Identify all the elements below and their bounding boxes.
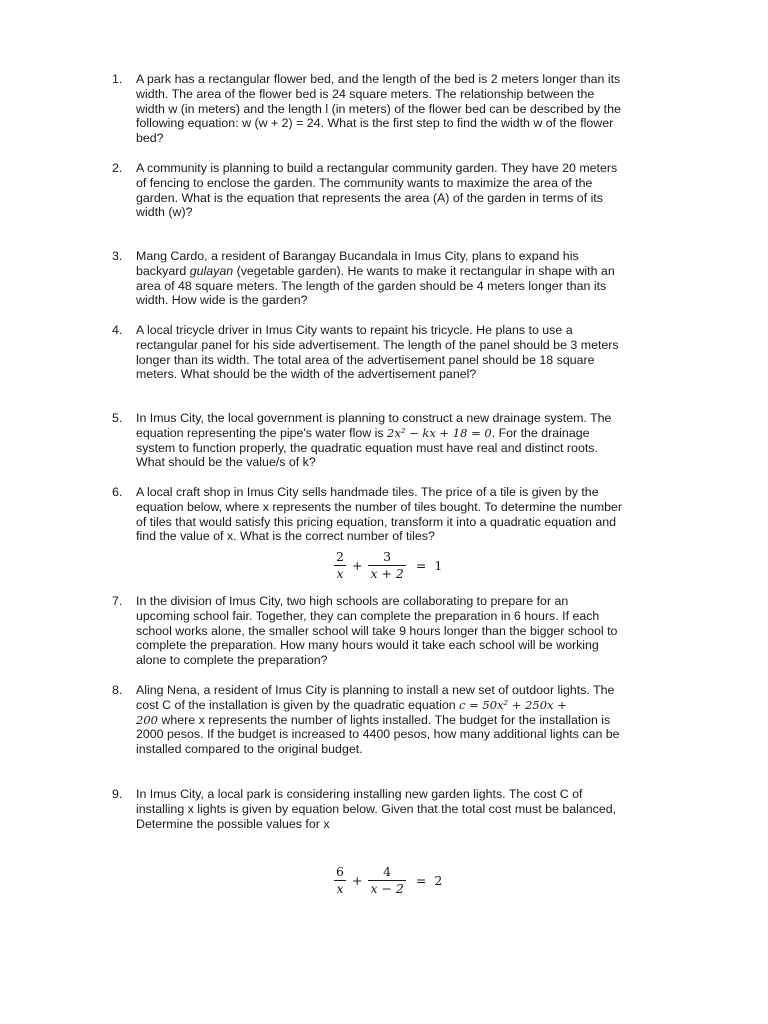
text-line: installed compared to the original budget. <box>136 742 363 757</box>
denominator: x + 2 <box>370 566 404 581</box>
text-line: A community is planning to build a rectangular community garden. They have 20 meters <box>136 161 618 175</box>
text-line: In Imus City, a local park is considering installing new garden lights. The cost C of <box>136 787 583 801</box>
numerator: 6 <box>336 864 344 879</box>
denominator: x <box>336 881 344 896</box>
problem-number: 2. <box>112 161 123 175</box>
text-line: area of 48 square meters. The length of the garden should be 4 meters longer than its <box>136 278 607 293</box>
text-line: What should be the value/s of k? <box>136 455 316 470</box>
text-line: In Imus City, the local government is planning to construct a new drainage system. The <box>136 411 612 425</box>
problem-number: 4. <box>112 323 123 337</box>
problem-number: 3. <box>112 249 123 263</box>
text-line: alone to complete the preparation? <box>136 653 328 668</box>
text-line: A local tricycle driver in Imus City wants to repaint his tricycle. He plans to use a <box>136 323 573 337</box>
text-line: Mang Cardo, a resident of Barangay Bucandala in Imus City, plans to expand his <box>136 249 579 263</box>
equation-problem-9 <box>332 865 446 896</box>
problem-text <box>136 161 692 220</box>
text-line: width. The area of the flower bed is 24 square meters. The relationship between the <box>136 86 595 101</box>
problem-number: 7. <box>112 594 123 608</box>
problem-text <box>136 485 692 544</box>
text-fragment: . For the drainage <box>491 425 590 440</box>
text-line <box>136 264 692 279</box>
fraction <box>334 550 346 581</box>
fraction <box>334 865 346 896</box>
problem-text <box>136 249 692 308</box>
text-line: 2000 pesos. If the budget is increased to 4400 pesos, how many additional lights can be <box>136 727 620 742</box>
problem-number: 5. <box>112 411 123 425</box>
numerator: 3 <box>383 549 392 564</box>
text-line <box>136 426 692 441</box>
text-line: garden. What is the equation that represents the area (A) of the garden in terms of its <box>136 190 603 205</box>
problem-text <box>136 683 692 757</box>
text-fragment: backyard <box>136 263 190 278</box>
numerator: 2 <box>336 549 344 564</box>
problem-text <box>136 323 692 382</box>
plus-sign: + <box>351 557 363 573</box>
problem-text <box>136 787 692 831</box>
text-line: width w (in meters) and the length l (in meters) of the flower bed can be described by the <box>136 101 621 116</box>
text-line: Aling Nena, a resident of Imus City is planning to install a new set of outdoor lights. The <box>136 683 615 697</box>
problem-text <box>136 594 692 668</box>
inline-equation: 200 <box>136 712 158 727</box>
equals-sign: = <box>415 872 427 888</box>
denominator: x − 2 <box>370 881 404 896</box>
text-line: installing x lights is given by equation below. Given that the total cost must be balanced, <box>136 801 617 816</box>
text-fragment: (vegetable garden). He wants to make it rectangular in shape with an <box>233 263 615 278</box>
equation-problem-6 <box>332 550 446 581</box>
problem-number: 9. <box>112 787 123 801</box>
inline-equation: 2x² − kx + 18 = 0 <box>387 425 492 440</box>
plus-sign: + <box>351 872 363 888</box>
text-line: longer than its width. The total area of the advertisement panel should be 18 square <box>136 352 595 367</box>
fraction <box>368 550 405 581</box>
text-line <box>136 713 692 728</box>
text-line: equation below, where x represents the number of tiles bought. To determine the number <box>136 499 623 514</box>
text-line: A local craft shop in Imus City sells handmade tiles. The price of a tile is given by the <box>136 485 599 499</box>
text-line: of tiles that would satisfy this pricing equation, transform it into a quadratic equation and <box>136 514 617 529</box>
text-line: upcoming school fair. Together, they can complete the preparation in 6 hours. If each <box>136 608 600 623</box>
problem-number: 1. <box>112 72 123 86</box>
problem-text <box>136 411 692 470</box>
text-fragment: equation representing the pipe's water flow is <box>136 425 388 440</box>
equals-sign: = <box>415 557 427 573</box>
problem-text <box>136 72 692 146</box>
text-line <box>136 698 692 713</box>
text-line: find the value of x. What is the correct number of tiles? <box>136 529 435 544</box>
text-line: complete the preparation. How many hours would it take each school will be working <box>136 638 599 653</box>
text-line: width. How wide is the garden? <box>136 293 308 308</box>
fraction <box>368 865 405 896</box>
text-line: meters. What should be the width of the advertisement panel? <box>136 367 477 382</box>
text-line: In the division of Imus City, two high schools are collaborating to prepare for an <box>136 594 569 608</box>
text-line: rectangular panel for his side advertisement. The length of the panel should be 3 meters <box>136 337 619 352</box>
right-hand-side: 1 <box>434 557 443 573</box>
text-line: school works alone, the smaller school will take 9 hours longer than the bigger school to <box>136 623 618 638</box>
text-line: system to function properly, the quadratic equation must have real and distinct roots. <box>136 440 598 455</box>
text-line: bed? <box>136 131 164 146</box>
denominator: x <box>336 566 344 581</box>
text-line: A park has a rectangular flower bed, and the length of the bed is 2 meters longer than its <box>136 72 621 86</box>
italic-term: gulayan <box>189 263 234 278</box>
text-fragment: cost C of the installation is given by the quadratic equation <box>136 697 460 712</box>
right-hand-side: 2 <box>434 872 443 888</box>
numerator: 4 <box>383 864 392 879</box>
text-line: following equation: w (w + 2) = 24. What is the first step to find the width w of the flower <box>136 116 614 131</box>
text-fragment: where x represents the number of lights installed. The budget for the installation is <box>157 712 611 727</box>
problem-number: 8. <box>112 683 123 697</box>
problem-number: 6. <box>112 485 123 499</box>
inline-equation: c = 50x² + 250x + <box>459 697 567 712</box>
text-line: of fencing to enclose the garden. The community wants to maximize the area of the <box>136 175 593 190</box>
text-line: width (w)? <box>136 205 193 220</box>
text-line: Determine the possible values for x <box>136 816 330 831</box>
